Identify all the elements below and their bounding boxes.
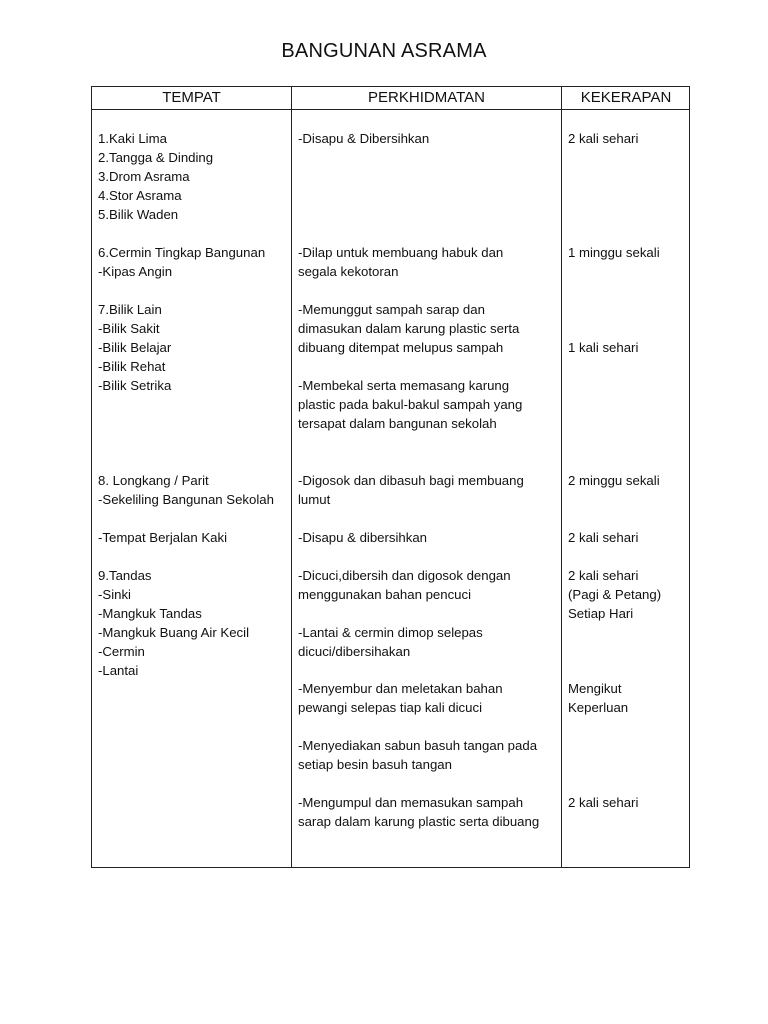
header-tempat: TEMPAT bbox=[162, 89, 221, 106]
column-divider bbox=[291, 87, 292, 867]
header-divider bbox=[92, 109, 689, 110]
header-perkhidmatan: PERKHIDMATAN bbox=[368, 89, 485, 106]
kekerapan-cell: 2 kali sehari bbox=[568, 795, 639, 810]
tempat-cell: 7.Bilik Lain -Bilik Sakit -Bilik Belajar -Bilik Rehat -Bilik Setrika bbox=[98, 302, 172, 393]
kekerapan-cell: 1 minggu sekali bbox=[568, 245, 660, 260]
tempat-cell: 1.Kaki Lima 2.Tangga & Dinding 3.Drom Asrama 4.Stor Asrama 5.Bilik Waden bbox=[98, 131, 214, 222]
perkhidmatan-cell: -Disapu & dibersihkan bbox=[298, 530, 428, 545]
tempat-cell: 9.Tandas -Sinki -Mangkuk Tandas -Mangkuk Buang Air Kecil -Cermin -Lantai bbox=[98, 568, 249, 678]
tempat-cell: 6.Cermin Tingkap Bangunan -Kipas Angin bbox=[98, 245, 266, 279]
perkhidmatan-cell: -Memunggut sampah sarap dan dimasukan dalam karung plastic serta dibuang ditempat melupus sampah bbox=[298, 302, 520, 355]
perkhidmatan-cell: -Menyembur dan meletakan bahan pewangi selepas tiap kali dicuci bbox=[298, 681, 503, 715]
column-divider bbox=[561, 87, 562, 867]
kekerapan-cell: 2 minggu sekali bbox=[568, 473, 660, 488]
kekerapan-cell: 2 kali sehari (Pagi & Petang) Setiap Hari bbox=[568, 568, 662, 621]
tempat-cell: 8. Longkang / Parit -Sekeliling Bangunan Sekolah bbox=[98, 473, 274, 507]
perkhidmatan-cell: -Digosok dan dibasuh bagi membuang lumut bbox=[298, 473, 524, 507]
perkhidmatan-cell: -Dilap untuk membuang habuk dan segala kekotoran bbox=[298, 245, 504, 279]
perkhidmatan-cell: -Dicuci,dibersih dan digosok dengan menggunakan bahan pencuci bbox=[298, 568, 511, 602]
perkhidmatan-cell: -Disapu & Dibersihkan bbox=[298, 131, 430, 146]
tempat-cell: -Tempat Berjalan Kaki bbox=[98, 530, 228, 545]
perkhidmatan-cell: -Mengumpul dan memasukan sampah sarap dalam karung plastic serta dibuang bbox=[298, 795, 540, 829]
service-table bbox=[91, 86, 690, 868]
perkhidmatan-cell: -Menyediakan sabun basuh tangan pada setiap besin basuh tangan bbox=[298, 738, 538, 772]
kekerapan-cell: Mengikut Keperluan bbox=[568, 681, 629, 715]
kekerapan-cell: 2 kali sehari bbox=[568, 530, 639, 545]
page-title: BANGUNAN ASRAMA bbox=[281, 40, 487, 62]
kekerapan-cell: 1 kali sehari bbox=[568, 340, 639, 355]
header-kekerapan: KEKERAPAN bbox=[580, 89, 672, 106]
perkhidmatan-cell: -Membekal serta memasang karung plastic pada bakul-bakul sampah yang tersapat dalam bangunan sekolah bbox=[298, 378, 523, 431]
perkhidmatan-cell: -Lantai & cermin dimop selepas dicuci/dibersihakan bbox=[298, 625, 483, 659]
kekerapan-cell: 2 kali sehari bbox=[568, 131, 639, 146]
